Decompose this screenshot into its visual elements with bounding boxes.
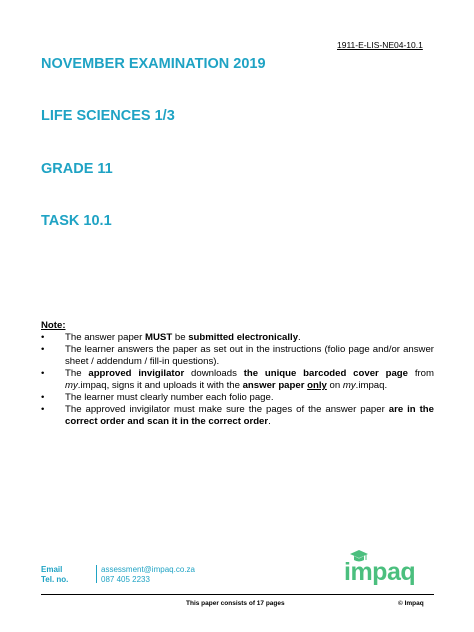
page-count-note: This paper consists of 17 pages [186, 600, 285, 607]
note-text: The learner must clearly number each folio page. [65, 392, 274, 403]
note-section [41, 320, 434, 428]
note-text: are in the correct order and scan it in the correct order [65, 404, 434, 427]
note-text: from [408, 368, 435, 379]
note-text: answer paper [242, 380, 305, 391]
copyright: © Impaq [398, 600, 424, 607]
note-item [41, 344, 434, 368]
note-text: downloads [184, 368, 244, 379]
grade-title: GRADE 11 [41, 161, 113, 177]
note-item [41, 404, 434, 428]
note-text: .impaq, signs it and uploads it with the [77, 380, 243, 391]
note-text: The approved invigilator must make sure the pages of the answer paper [65, 404, 389, 415]
bullet: • [41, 344, 45, 355]
subject-title: LIFE SCIENCES 1/3 [41, 108, 175, 124]
exam-title: NOVEMBER EXAMINATION 2019 [41, 56, 266, 72]
note-text: on [326, 380, 343, 391]
note-item [41, 368, 434, 392]
note-text: The learner answers the paper as set out in the instructions (folio page and/or answer sheet / addendum / fill-in questions). [65, 344, 434, 367]
note-text: The answer paper [65, 332, 145, 343]
bullet: • [41, 392, 45, 403]
bullet: • [41, 332, 45, 343]
impaq-logo [344, 548, 432, 588]
note-text: MUST [145, 332, 173, 343]
note-text: my [342, 380, 356, 391]
note-text: my [65, 380, 78, 391]
note-text: .impaq. [355, 380, 388, 391]
note-text: the unique barcoded cover page [243, 368, 408, 379]
task-title: TASK 10.1 [41, 213, 112, 229]
note-text: . [298, 332, 301, 343]
email-label: Email [41, 565, 63, 574]
tel-number: 087 405 2233 [101, 574, 150, 584]
note-item [41, 392, 434, 404]
contact-divider [96, 565, 97, 583]
logo-text: impaq [344, 558, 416, 586]
paper-code: 1911-E-LIS-NE04-10.1 [337, 40, 423, 50]
footer-rule [41, 594, 434, 595]
note-text: submitted electronically [188, 332, 299, 343]
contact-values [101, 565, 195, 584]
bullet: • [41, 404, 45, 415]
note-title: Note: [41, 320, 66, 331]
contact-labels [41, 565, 91, 584]
note-text: approved invigilator [88, 368, 185, 379]
note-text: The [65, 368, 89, 379]
note-text: . [268, 416, 271, 427]
note-text: only [307, 380, 327, 391]
note-text: be [172, 332, 189, 343]
tel-label: Tel. no. [41, 574, 69, 584]
bullet: • [41, 368, 45, 379]
note-item [41, 332, 434, 344]
email-link[interactable]: assessment@impaq.co.za [101, 565, 195, 574]
note-list [41, 332, 434, 428]
